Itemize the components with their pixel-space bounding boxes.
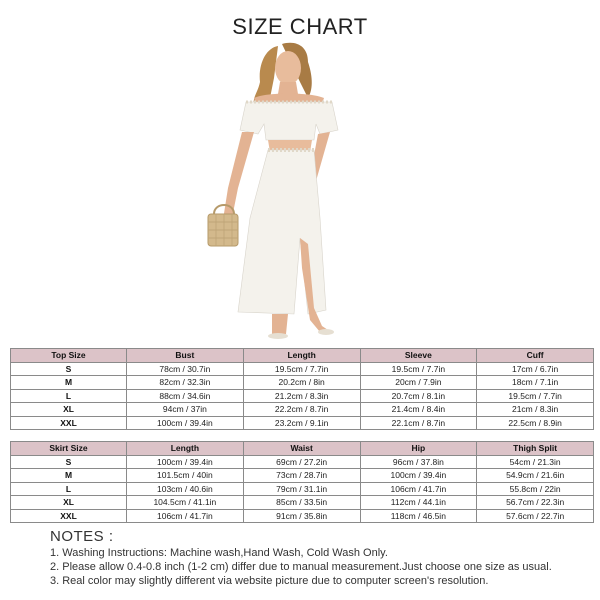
table-cell: 21cm / 8.3in (477, 403, 594, 417)
header-cell: Thigh Split (477, 442, 594, 456)
table-cell: 56.7cm / 22.3in (477, 496, 594, 510)
table-cell: 104.5cm / 41.1in (127, 496, 244, 510)
table-header-row (11, 442, 594, 456)
table-cell: 23.2cm / 9.1in (243, 416, 360, 430)
table-cell: 19.5cm / 7.7in (360, 362, 477, 376)
table-row (11, 455, 594, 469)
table-row (11, 362, 594, 376)
header-cell: Bust (127, 349, 244, 363)
table-cell: 54.9cm / 21.6in (477, 469, 594, 483)
table-cell: 20.7cm / 8.1in (360, 389, 477, 403)
table-cell: 20.2cm / 8in (243, 376, 360, 390)
table-cell: 85cm / 33.5in (243, 496, 360, 510)
top-size-table (10, 348, 594, 430)
header-cell: Top Size (11, 349, 127, 363)
table-cell: 82cm / 32.3in (127, 376, 244, 390)
table-cell: 100cm / 39.4in (360, 469, 477, 483)
table-row (11, 416, 594, 430)
header-cell: Skirt Size (11, 442, 127, 456)
header-cell: Cuff (477, 349, 594, 363)
table-cell: 17cm / 6.7in (477, 362, 594, 376)
table-row (11, 469, 594, 483)
note-item: 3. Real color may slightly different via website picture due to computer screen's resolution. (50, 575, 489, 587)
note-item: 1. Washing Instructions: Machine wash,Hand Wash, Cold Wash Only. (50, 547, 388, 559)
table-cell: 54cm / 21.3in (477, 455, 594, 469)
table-cell: 106cm / 41.7in (360, 482, 477, 496)
size-cell: XL (11, 496, 127, 510)
header-cell: Sleeve (360, 349, 477, 363)
skirt-size-table (10, 441, 594, 523)
size-cell: S (11, 362, 127, 376)
table-cell: 69cm / 27.2in (243, 455, 360, 469)
notes-heading: NOTES : (50, 528, 114, 545)
table-cell: 91cm / 35.8in (243, 509, 360, 523)
table-cell: 118cm / 46.5in (360, 509, 477, 523)
table-row (11, 389, 594, 403)
table-cell: 100cm / 39.4in (127, 416, 244, 430)
page-title: SIZE CHART (232, 14, 368, 39)
table-cell: 88cm / 34.6in (127, 389, 244, 403)
table-row (11, 482, 594, 496)
header-cell: Length (243, 349, 360, 363)
header-cell: Length (127, 442, 244, 456)
table-cell: 103cm / 40.6in (127, 482, 244, 496)
size-cell: M (11, 469, 127, 483)
table-cell: 78cm / 30.7in (127, 362, 244, 376)
table-cell: 100cm / 39.4in (127, 455, 244, 469)
table-row (11, 509, 594, 523)
table-cell: 19.5cm / 7.7in (477, 389, 594, 403)
table-cell: 73cm / 28.7in (243, 469, 360, 483)
table-header-row (11, 349, 594, 363)
model-photo (196, 38, 404, 342)
model-face (275, 51, 301, 85)
size-cell: L (11, 482, 127, 496)
table-cell: 22.1cm / 8.7in (360, 416, 477, 430)
table-cell: 79cm / 31.1in (243, 482, 360, 496)
table-cell: 18cm / 7.1in (477, 376, 594, 390)
table-row (11, 376, 594, 390)
table-cell: 101.5cm / 40in (127, 469, 244, 483)
size-cell: S (11, 455, 127, 469)
size-cell: L (11, 389, 127, 403)
size-cell: XL (11, 403, 127, 417)
table-cell: 21.2cm / 8.3in (243, 389, 360, 403)
table-row (11, 496, 594, 510)
size-cell: M (11, 376, 127, 390)
table-cell: 22.5cm / 8.9in (477, 416, 594, 430)
table-cell: 21.4cm / 8.4in (360, 403, 477, 417)
table-cell: 20cm / 7.9in (360, 376, 477, 390)
size-cell: XXL (11, 416, 127, 430)
header-cell: Hip (360, 442, 477, 456)
note-item: 2. Please allow 0.4-0.8 inch (1-2 cm) differ due to manual measurement.Just choose one size as usual. (50, 561, 552, 573)
size-cell: XXL (11, 509, 127, 523)
table-cell: 57.6cm / 22.7in (477, 509, 594, 523)
maxi-skirt (238, 150, 326, 314)
table-row (11, 403, 594, 417)
table-cell: 94cm / 37in (127, 403, 244, 417)
table-cell: 112cm / 44.1in (360, 496, 477, 510)
table-cell: 19.5cm / 7.7in (243, 362, 360, 376)
table-cell: 22.2cm / 8.7in (243, 403, 360, 417)
header-cell: Waist (243, 442, 360, 456)
table-cell: 96cm / 37.8in (360, 455, 477, 469)
table-cell: 55.8cm / 22in (477, 482, 594, 496)
table-cell: 106cm / 41.7in (127, 509, 244, 523)
